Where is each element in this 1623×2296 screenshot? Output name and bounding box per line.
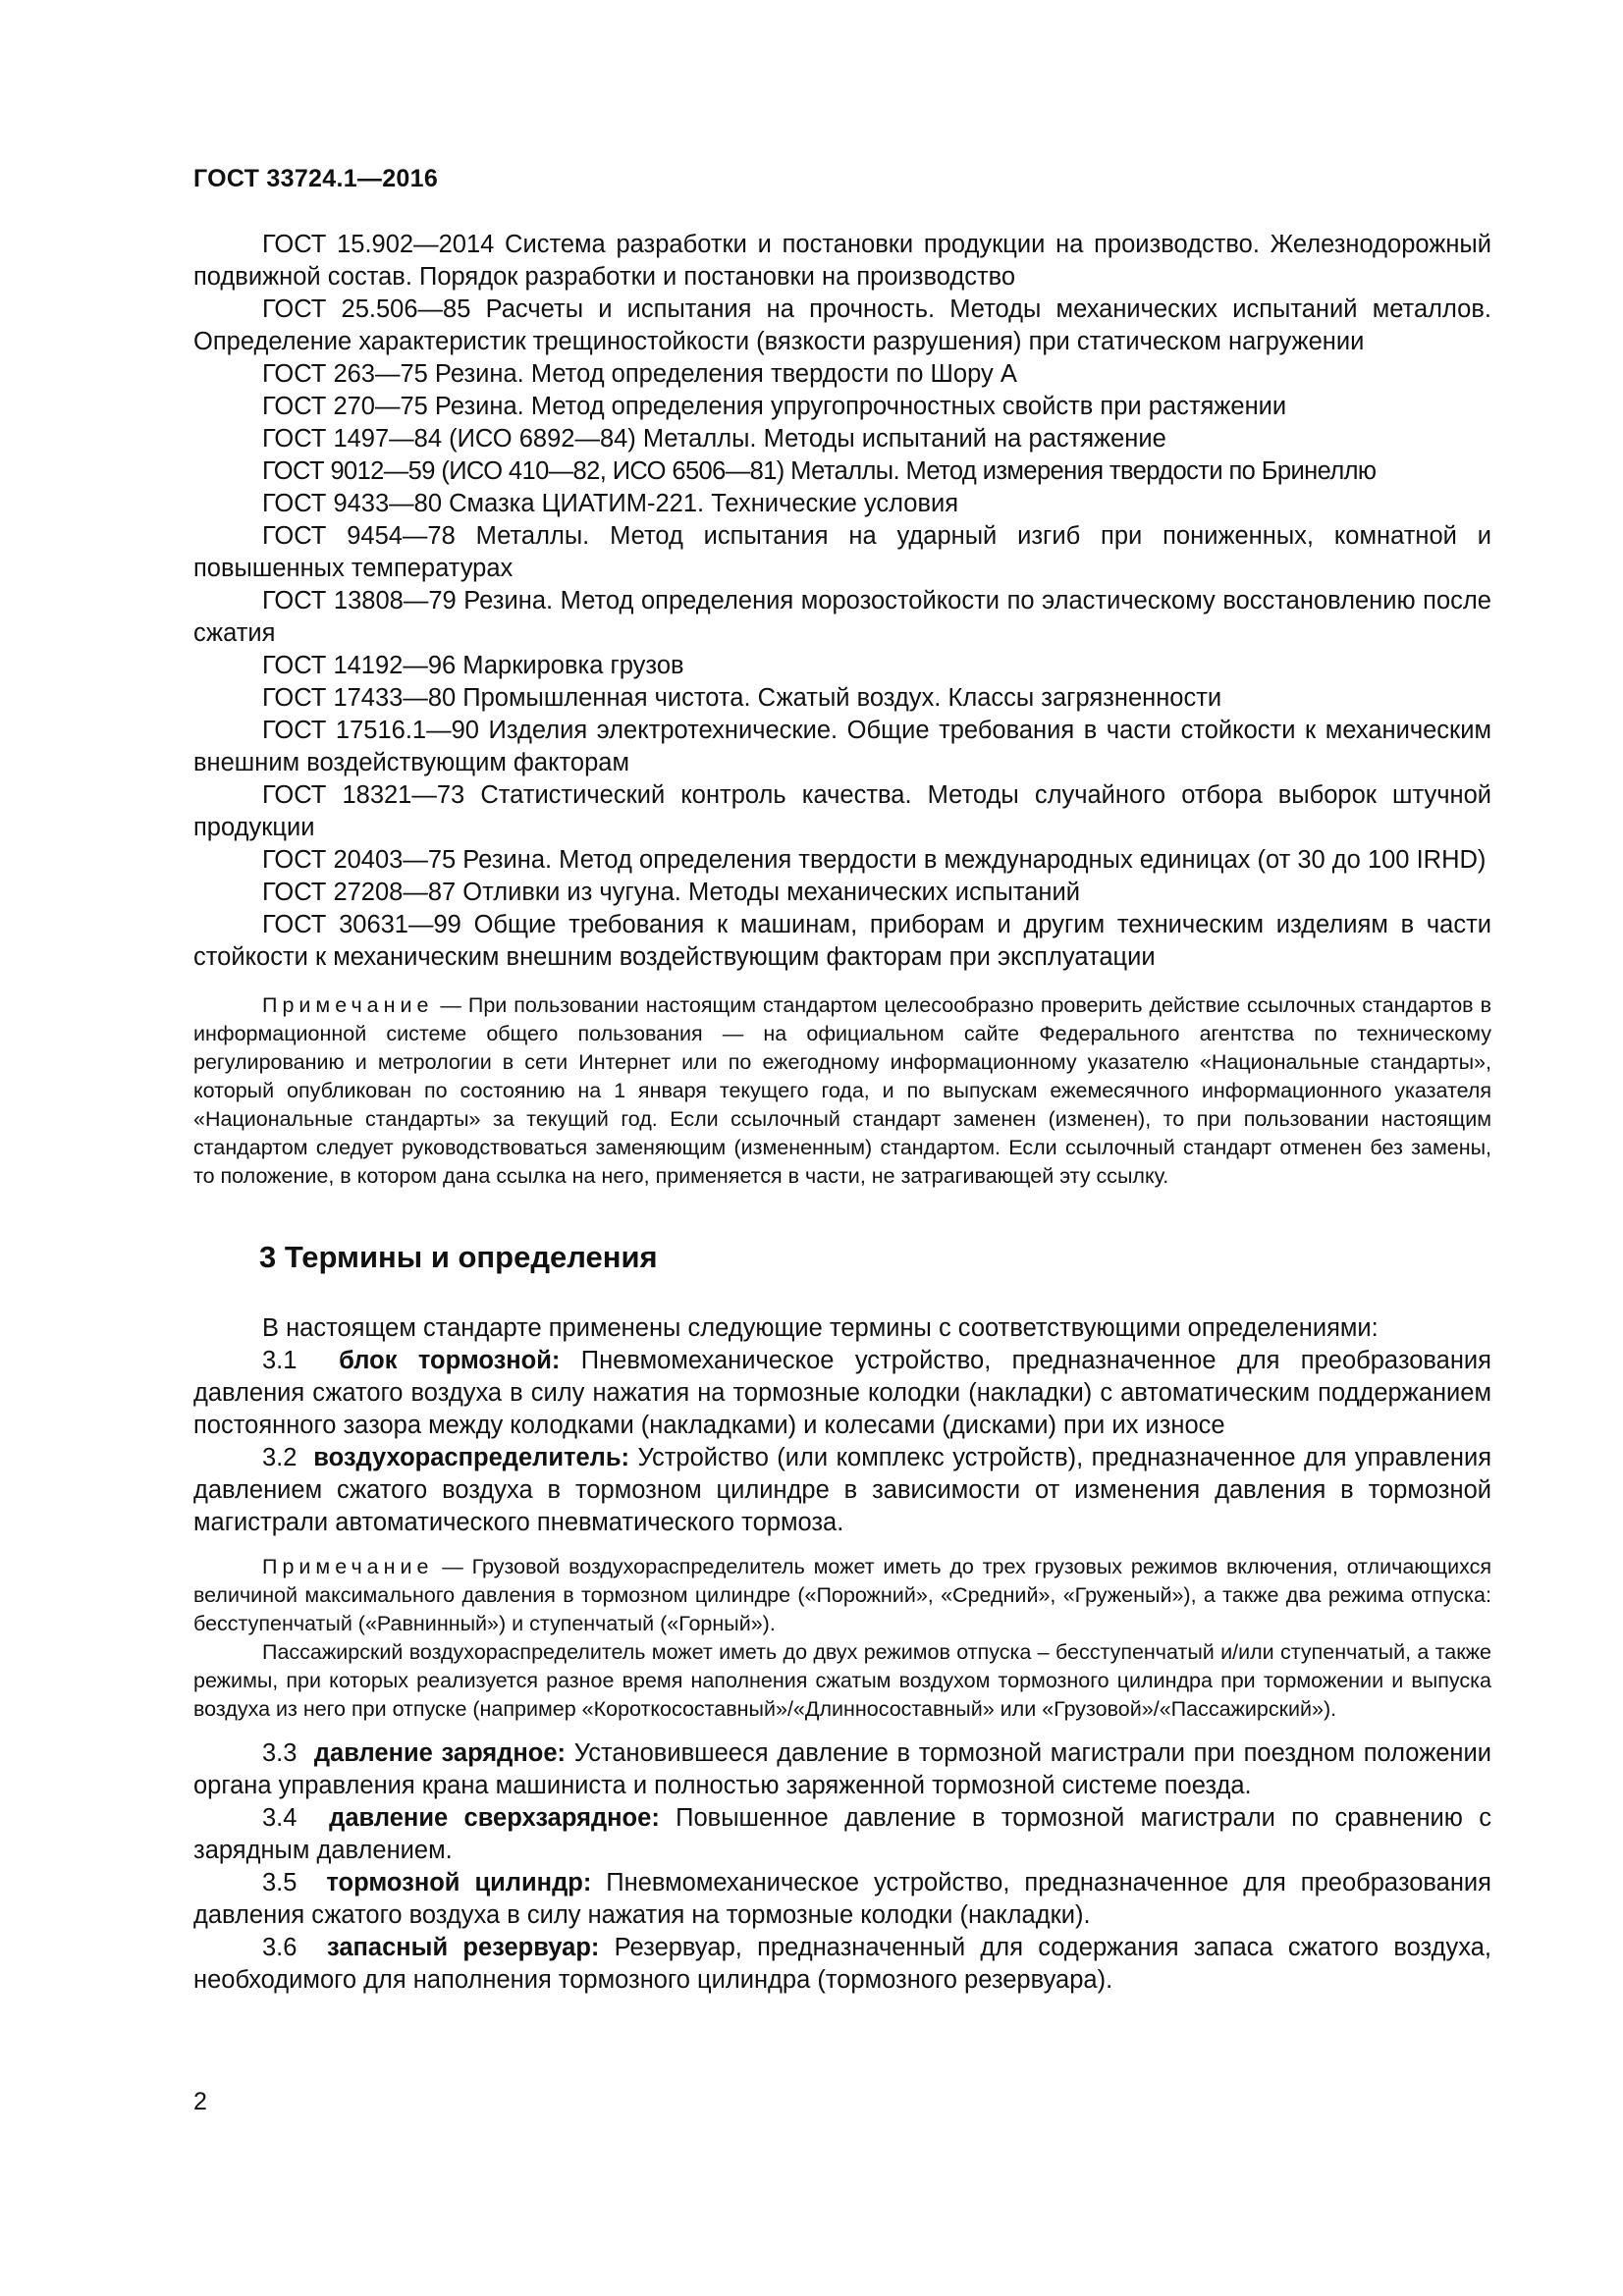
reference-item: ГОСТ 20403—75 Резина. Метод определения твердости в международных единицах (от 30 до 100 IRHD) <box>262 846 1487 874</box>
term-entry <box>193 1802 1491 1867</box>
term-note-block <box>193 1553 1491 1724</box>
term-definition: Резервуар, предназначенный для содержания запаса сжатого воздуха, необходимого для наполнения тормозного цилиндра (тормозного резервуара). <box>193 1934 1491 1994</box>
normative-references-list <box>193 229 1491 974</box>
term-note-continued: Пассажирский воздухораспределитель может иметь до двух режимов отпуска – бесступенчатый и/или ступенчатый, а также режимы, при которых реализуется разное время наполнения сжатым воздухом тормозного цилиндра при торможении и выпуска воздуха из него при отпуске (например «Короткосоставный»/«Длинносоставный» или «Грузовой»/«Пассажирский»). <box>193 1640 1491 1721</box>
reference-item: ГОСТ 18321—73 Статистический контроль качества. Методы случайного отбора выборок штучной продукции <box>193 781 1491 841</box>
term-number: 3.2 <box>262 1444 298 1471</box>
term-number: 3.1 <box>262 1347 298 1374</box>
term-name: воздухораспределитель: <box>313 1444 630 1471</box>
term-entry <box>193 1737 1491 1802</box>
term-number: 3.4 <box>262 1804 298 1832</box>
reference-item: ГОСТ 9433—80 Смазка ЦИАТИМ-221. Технические условия <box>262 490 959 517</box>
reference-item: ГОСТ 17516.1—90 Изделия электротехнические. Общие требования в части стойкости к механическим внешним воздействующим факторам <box>193 717 1491 776</box>
reference-item: ГОСТ 14192—96 Маркировка грузов <box>262 652 684 679</box>
note-text: — При пользовании настоящим стандартом целесообразно проверить действие ссылочных стандартов в информационной системе общего пользования — на официальном сайте Федерального агентства по техническому регулированию и метрологии в сети Интернет или по ежегодному информационному указателю «Национальные стандарты», который опубликован по состоянию на 1 января текущего года, и по выпускам ежемесячного информационного указателя «Национальные стандарты» за текущий год. Если ссылочный стандарт заменен (изменен), то при пользовании настоящим стандартом следует руководствоваться заменяющим (измененным) стандартом. Если ссылочный стандарт отменен без замены, то положение, в котором дана ссылка на него, применяется в части, не затрагивающей эту ссылку. <box>193 993 1491 1188</box>
term-definition: Установившееся давление в тормозной магистрали при поездном положении органа управления крана машиниста и полностью заряженной тормозной системе поезда. <box>193 1739 1491 1799</box>
term-name: блок тормозной: <box>339 1347 561 1374</box>
term-entry <box>193 1442 1491 1539</box>
terms-section <box>193 1312 1491 1997</box>
reference-item: ГОСТ 9454—78 Металлы. Метод испытания на ударный изгиб при пониженных, комнатной и повышенных температурах <box>193 522 1491 582</box>
term-number: 3.5 <box>262 1869 298 1896</box>
note-label: Примечание <box>262 1555 434 1578</box>
term-entry <box>193 1867 1491 1932</box>
reference-item: ГОСТ 263—75 Резина. Метод определения твердости по Шору А <box>262 360 1017 388</box>
term-definition: Пневмомеханическое устройство, предназначенное для преобразования давления сжатого воздуха в силу нажатия на тормозные колодки (накладки) с автоматическим поддержанием постоянного зазора между колодками (накладками) и колесами (дисками) при их износе <box>193 1347 1491 1439</box>
page-number: 2 <box>193 2088 207 2115</box>
reference-item: ГОСТ 13808—79 Резина. Метод определения морозостойкости по эластическому восстановлению после сжатия <box>193 587 1491 647</box>
terms-intro: В настоящем стандарте применены следующие термины с соответствующими определениями: <box>262 1314 1379 1342</box>
section-title: 3 Термины и определения <box>259 1240 658 1274</box>
term-name: запасный резервуар: <box>326 1934 600 1961</box>
term-definition: Устройство (или комплекс устройств), предназначенное для управления давлением сжатого воздуха в тормозном цилиндре в зависимости от изменения давления в тормозной магистрали автоматического пневматического тормоза. <box>193 1444 1492 1536</box>
term-definition: Повышенное давление в тормозной магистрали по сравнению с зарядным давлением. <box>193 1804 1492 1864</box>
term-name: тормозной цилиндр: <box>326 1869 592 1896</box>
term-definition: Пневмомеханическое устройство, предназначенное для преобразования давления сжатого воздуха в силу нажатия на тормозные колодки (накладки). <box>193 1869 1491 1929</box>
term-note <box>193 1553 1491 1638</box>
note-label: Примечание <box>262 993 434 1017</box>
reference-item: ГОСТ 9012—59 (ИСО 410—82, ИСО 6506—81) Металлы. Метод измерения твердости по Бринеллю <box>262 457 1377 485</box>
reference-item: ГОСТ 30631—99 Общие требования к машинам, приборам и другим техническим изделиям в части стойкости к механическим внешним воздействующим факторам при эксплуатации <box>193 911 1491 971</box>
term-number: 3.6 <box>262 1934 298 1961</box>
reference-item: ГОСТ 15.902—2014 Система разработки и постановки продукции на производство. Железнодорожный подвижной состав. Порядок разработки и постановки на производство <box>193 231 1491 291</box>
references-note <box>193 991 1491 1191</box>
reference-item: ГОСТ 1497—84 (ИСО 6892—84) Металлы. Методы испытаний на растяжение <box>262 425 1166 453</box>
document-code: ГОСТ 33724.1—2016 <box>193 165 439 192</box>
reference-item: ГОСТ 25.506—85 Расчеты и испытания на прочность. Методы механических испытаний металлов. Определение характеристик трещиностойкости (вязкости разрушения) при статическом нагружении <box>193 295 1491 355</box>
term-number: 3.3 <box>262 1739 298 1767</box>
term-entry <box>193 1932 1491 1997</box>
reference-item: ГОСТ 17433—80 Промышленная чистота. Сжатый воздух. Классы загрязненности <box>262 684 1222 712</box>
reference-item: ГОСТ 270—75 Резина. Метод определения упругопрочностных свойств при растяжении <box>262 393 1287 420</box>
term-entry <box>193 1345 1491 1442</box>
page-content <box>193 229 1491 1997</box>
term-name: давление зарядное: <box>313 1739 567 1767</box>
term-name: давление сверхзарядное: <box>329 1804 660 1832</box>
note-text: — Грузовой воздухораспределитель может иметь до трех грузовых режимов включения, отличающихся величиной максимального давления в тормозном цилиндре («Порожний», «Средний», «Груженый»), а также два режима отпуска: бесступенчатый («Равнинный») и ступенчатый («Горный»). <box>193 1555 1491 1635</box>
reference-item: ГОСТ 27208—87 Отливки из чугуна. Методы механических испытаний <box>262 879 1080 906</box>
